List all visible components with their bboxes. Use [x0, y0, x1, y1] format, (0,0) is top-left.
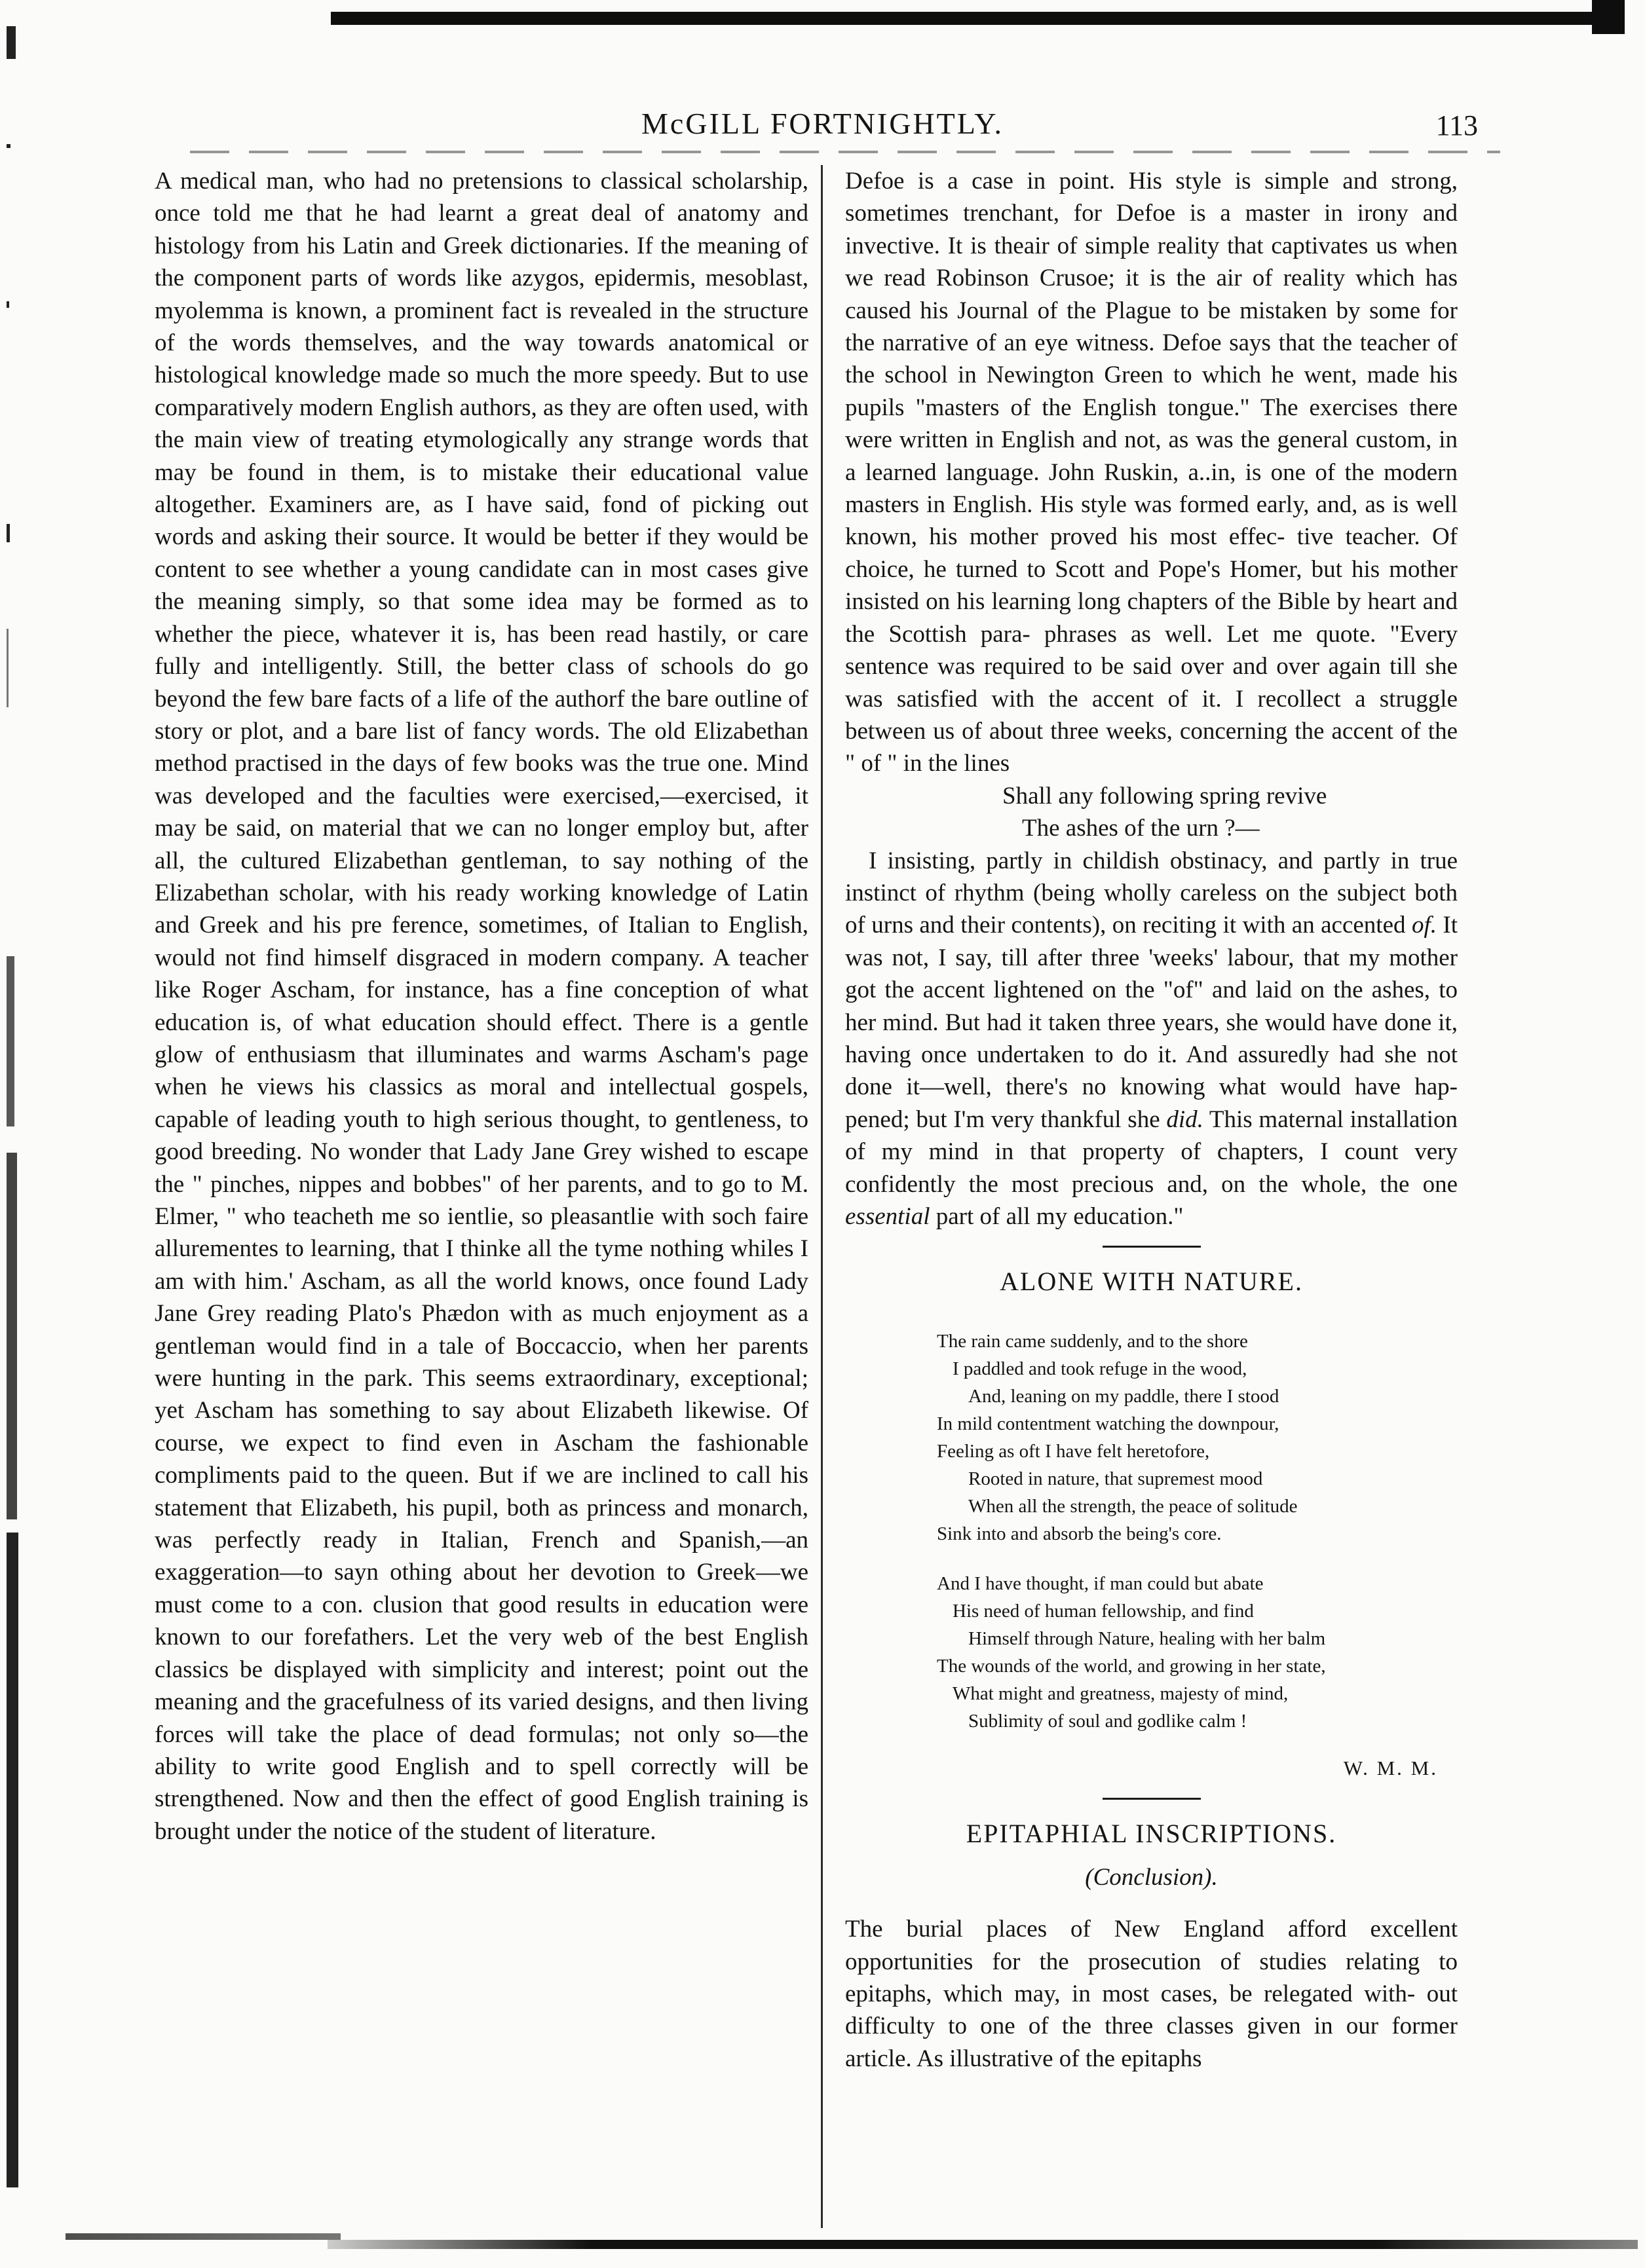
poem-line: Rooted in nature, that supremest mood: [968, 1468, 1263, 1490]
ruskin-quote-paragraph: [845, 845, 1458, 1233]
defoe-ruskin-paragraph: Defoe is a case in point. His style is simple and strong, sometimes trenchant, for Defoe is a master in irony and invective. It is theair of simple reality that captivates us when we read Robinson Crusoe; it is the air of reality which has caused his Journal of the Plague to be mistaken by some for the narrative of an eye witness. Defoe says that the teacher of the school in Newington Green to which he went, made his pupils "masters of the English tongue." The exercises there were written in English and not, as was the general custom, in a learned language. John Ruskin, a..in, is one of the modern masters in English. His style was formed early, and, as is well known, his mother proved his most effec- tive teacher. Of choice, he turned to Scott and Pope's Homer, but his mother insisted on his learning long chapters of the Bible by heart and the Scottish para- phrases as well. Let me quote. "Every sentence was required to be said over and over again till she was satisfied with the accent of it. I recollect a struggle between us of about three weeks, concerning the accent of the " of " in the lines: [845, 168, 1458, 777]
left-column-paragraph: A medical man, who had no pretensions to classical scholarship, once told me that he had learnt a great deal of anatomy and histology from his Latin and Greek dictionaries. If the meaning of the component parts of words like azygos, epidermis, mesoblast, myolemma is known, a prominent fact is revealed in the structure of the words themselves, and the way towards anatomical or histological knowledge made so much the more speedy. But to use comparatively modern English authors, as they are often used, with the main view of treating etymologically any strange words that may be found in them, is to mistake their educational value altogether. Examiners are, as I have said, fond of picking out words and asking their source. It would be better if they would be content to see whether a young candidate can in most cases give the meaning simply, so that some idea may be formed as to whether the piece, whatever it is, has been read hastily, or care fully and intelligently. Still, the better class of schools do go beyond the few bare facts of a life of the authorf the bare outline of story or plot, and a bare list of fancy words. The old Elizabethan method practised in the days of few books was the true one. Mind was developed and the faculties were exercised,—exercised, it may be said, on material that we can no longer employ but, after all, the cultured Elizabethan gentleman, to say nothing of the Elizabethan scholar, with his ready working knowledge of Latin and Greek and his pre ference, sometimes, of Italian to English, would not find himself disgraced in modern company. A teacher like Roger Ascham, for instance, has a fine conception of what education is, of what education should effect. There is a gentle glow of enthusiasm that illuminates and warms Ascham's page when he views his classics as moral and intellectual gospels, capable of leading youth to high serious thought, to gentleness, to good breeding. No wonder that Lady Jane Grey wished to escape the " pinches, nippes and bobbes" of her parents, and to go to M. Elmer, " who teacheth me so ientlie, so pleasantlie with soch faire allurementes to learning, that I thinke all the tyme nothing whiles I am with him.' Ascham, as all the world knows, once found Lady Jane Grey reading Plato's Phædon with as much enjoyment as a gentleman would find in a tale of Boccaccio, when her parents were hunting in the park. This seems extraordinary, exceptional; yet Ascham has something to say about Elizabeth likewise. Of course, we expect to find even in Ascham the fashionable compliments paid to the queen. But if we are inclined to call his statement that Elizabeth, his pupil, both as princess and monarch, was perfectly ready in Italian, French and Spanish,—an exaggeration—to sayn othing about her devotion to Greek—we must come to a con. clusion that good results in education were known to our forefathers. Let the very web of the best English classics be displayed with simplicity and interest; point out the meaning and the gracefulness of its varied designs, and then living forces will take the place of dead formulas; not only so—the ability to write good English and to spell correctly will be strengthened. Now and then the effect of good English training is brought under the notice of the student of literature.: [155, 168, 808, 1845]
section-divider: [1103, 1798, 1201, 1800]
journal-title: McGILL FORTNIGHTLY.: [641, 107, 1004, 140]
poem-line: Sink into and absorb the being's core.: [937, 1523, 1222, 1545]
poem-title: ALONE WITH NATURE.: [1000, 1267, 1303, 1297]
top-border-rule-end: [1592, 0, 1625, 34]
italic-word: did.: [1166, 1106, 1203, 1133]
italic-word: of.: [1411, 912, 1437, 939]
page-header: [0, 106, 1645, 152]
text-run: It was not, I say, till after three 'weeks' labour, that my mother got the accent lightened on the "of" and laid on the ashes, to her mind. But had it taken three years, she would have done it, having once undertaken to do it. And assuredly had she not done it—well, there's no knowing what would have hap- pened; but I'm very thankful she: [845, 912, 1458, 1133]
top-border-rule: [331, 12, 1598, 25]
header-rule: [190, 151, 1500, 153]
quoted-verse-line: The ashes of the urn ?—: [1022, 815, 1260, 842]
poem-line: Himself through Nature, healing with her balm: [968, 1628, 1326, 1650]
poem-line: Feeling as oft I have felt heretofore,: [937, 1441, 1210, 1462]
poem-line: The wounds of the world, and growing in her state,: [937, 1656, 1326, 1677]
poem-line: I paddled and took refuge in the wood,: [953, 1358, 1247, 1380]
italic-word: essential: [845, 1203, 930, 1230]
poem-signature: W. M. M.: [1343, 1757, 1438, 1780]
epitaph-paragraph: The burial places of New England afford excellent opportunities for the prosecution of studies relating to epitaphs, which may, in most cases, be relegated with- out difficulty to one of the three classes given in our former article. As illustrative of the epitaphs: [845, 1916, 1458, 2072]
poem-stanza-2: [937, 1570, 1458, 1735]
quoted-verse-line: Shall any following spring revive: [1002, 782, 1327, 809]
article-subtitle: (Conclusion).: [1085, 1863, 1218, 1891]
text-run: I insisting, partly in childish obstinacy, and partly in true instinct of rhythm (being wholly careless on the subject both of urns and their contents), on reciting it with an accented: [845, 847, 1458, 939]
poem-line: When all the strength, the peace of solitude: [968, 1496, 1298, 1517]
poem-line: The rain came suddenly, and to the shore: [937, 1331, 1248, 1352]
right-column: [845, 165, 1458, 2075]
text-run: This maternal installation of my mind in that property of chapters, I count very confidently the most precious and, on the whole, the one: [845, 1106, 1458, 1198]
bottom-border-rule: [328, 2240, 1638, 2249]
text-run: part of all my education.": [930, 1203, 1184, 1230]
scan-edge-marks: [7, 26, 30, 2227]
bottom-border-rule-left: [66, 2233, 341, 2240]
section-divider: [1103, 1246, 1201, 1248]
poem-line: What might and greatness, majesty of mind,: [953, 1683, 1289, 1705]
poem-line: In mild contentment watching the downpour,: [937, 1413, 1279, 1435]
poem-line: And I have thought, if man could but abate: [937, 1573, 1264, 1595]
poem: [937, 1328, 1458, 1735]
column-divider: [821, 165, 823, 2228]
poem-line: His need of human fellowship, and find: [953, 1601, 1254, 1622]
left-column: [155, 165, 808, 1848]
poem-stanza-1: [937, 1328, 1458, 1548]
poem-line: Sublimity of soul and godlike calm !: [968, 1711, 1247, 1732]
quoted-verse: [1002, 780, 1458, 845]
page-number: 113: [1435, 109, 1478, 141]
article-title: EPITAPHIAL INSCRIPTIONS.: [966, 1818, 1337, 1848]
poem-line: And, leaning on my paddle, there I stood: [968, 1386, 1279, 1407]
